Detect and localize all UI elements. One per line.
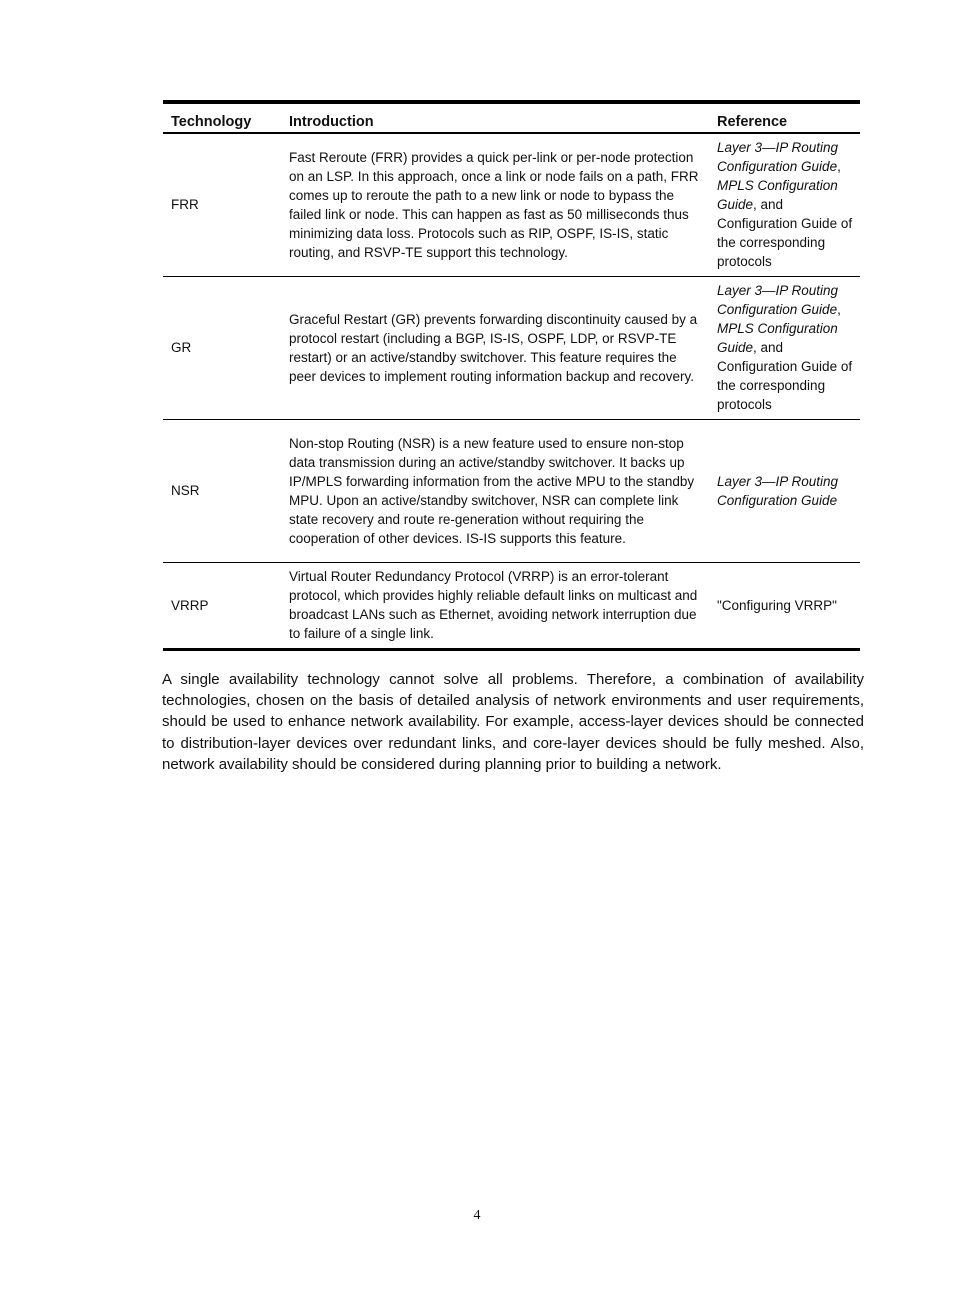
- reference-guide-ip-routing: Layer 3—IP Routing Configuration Guide: [717, 140, 839, 175]
- introduction-cell: Non-stop Routing (NSR) is a new feature used to ensure non-stop data transmission during an active/standby switchover. It backs up IP/MPLS forwarding information from the active MPU to the standby MPU. Upon an active/standby switchover, NSR can complete link state recovery and route re-generation without requiring the cooperation of other devices. IS-IS supports this feature.: [280, 419, 708, 562]
- table-header: [163, 102, 860, 133]
- technology-cell: NSR: [163, 419, 280, 562]
- reference-rest: , and Configuration Guide of the corresponding protocols: [717, 340, 853, 412]
- reference-guide-ip-routing: Layer 3—IP Routing Configuration Guide: [717, 473, 839, 508]
- table-row: [163, 562, 860, 649]
- page-number: 4: [473, 1208, 481, 1223]
- reference-guide-mpls: MPLS Configuration Guide: [717, 178, 838, 213]
- reference-guide-ip-routing: Layer 3—IP Routing Configuration Guide: [717, 283, 839, 317]
- reference-separator: ,: [837, 159, 841, 175]
- reference-cell: [708, 419, 860, 562]
- header-row: [163, 102, 860, 133]
- reference-cell: [708, 562, 860, 649]
- header-introduction: Introduction: [280, 102, 708, 133]
- table-row: [163, 276, 860, 419]
- introduction-cell: Fast Reroute (FRR) provides a quick per-link or per-node protection on an LSP. In this approach, once a link or node fails on a path, FRR comes up to reroute the path to a new link or node to bypass the failed link or node. This can happen as fast as 50 milliseconds thus minimizing data loss. Protocols such as RIP, OSPF, IS-IS, static routing, and RSVP-TE support this technology.: [280, 133, 708, 276]
- technology-table: [163, 100, 860, 651]
- technology-cell: VRRP: [171, 597, 209, 613]
- reference-rest: , and Configuration Guide of the corresponding protocols: [717, 197, 853, 270]
- table-row: [163, 419, 860, 562]
- reference-guide-mpls: MPLS Configuration Guide: [717, 321, 838, 355]
- reference-cell: [708, 133, 860, 276]
- reference-separator: ,: [837, 302, 841, 317]
- technology-cell: GR: [163, 276, 280, 419]
- reference-cell: [708, 276, 860, 419]
- table-body: [163, 133, 860, 649]
- reference-plain: "Configuring VRRP": [717, 597, 837, 613]
- header-reference: Reference: [708, 102, 860, 133]
- table-row: [163, 133, 860, 276]
- introduction-cell: Virtual Router Redundancy Protocol (VRRP) is an error-tolerant protocol, which provides highly reliable default links on multicast and broadcast LANs such as Ethernet, avoiding network interruption due to failure of a single link.: [289, 569, 698, 641]
- header-technology: Technology: [163, 102, 280, 133]
- summary-paragraph: A single availability technology cannot solve all problems. Therefore, a combination of availability technologies, chosen on the basis of detailed analysis of network environments and user requirements, should be used to enhance network availability. For example, access-layer devices should be connected to distribution-layer devices over redundant links, and core-layer devices should be fully meshed. Also, network availability should be considered during planning prior to building a network.: [162, 671, 864, 773]
- technology-cell: FRR: [163, 133, 280, 276]
- introduction-cell: Graceful Restart (GR) prevents forwarding discontinuity caused by a protocol restart (including a BGP, IS-IS, OSPF, LDP, or RSVP-TE restart) or an active/standby switchover. This feature requires the peer devices to implement routing information backup and recovery.: [280, 276, 708, 419]
